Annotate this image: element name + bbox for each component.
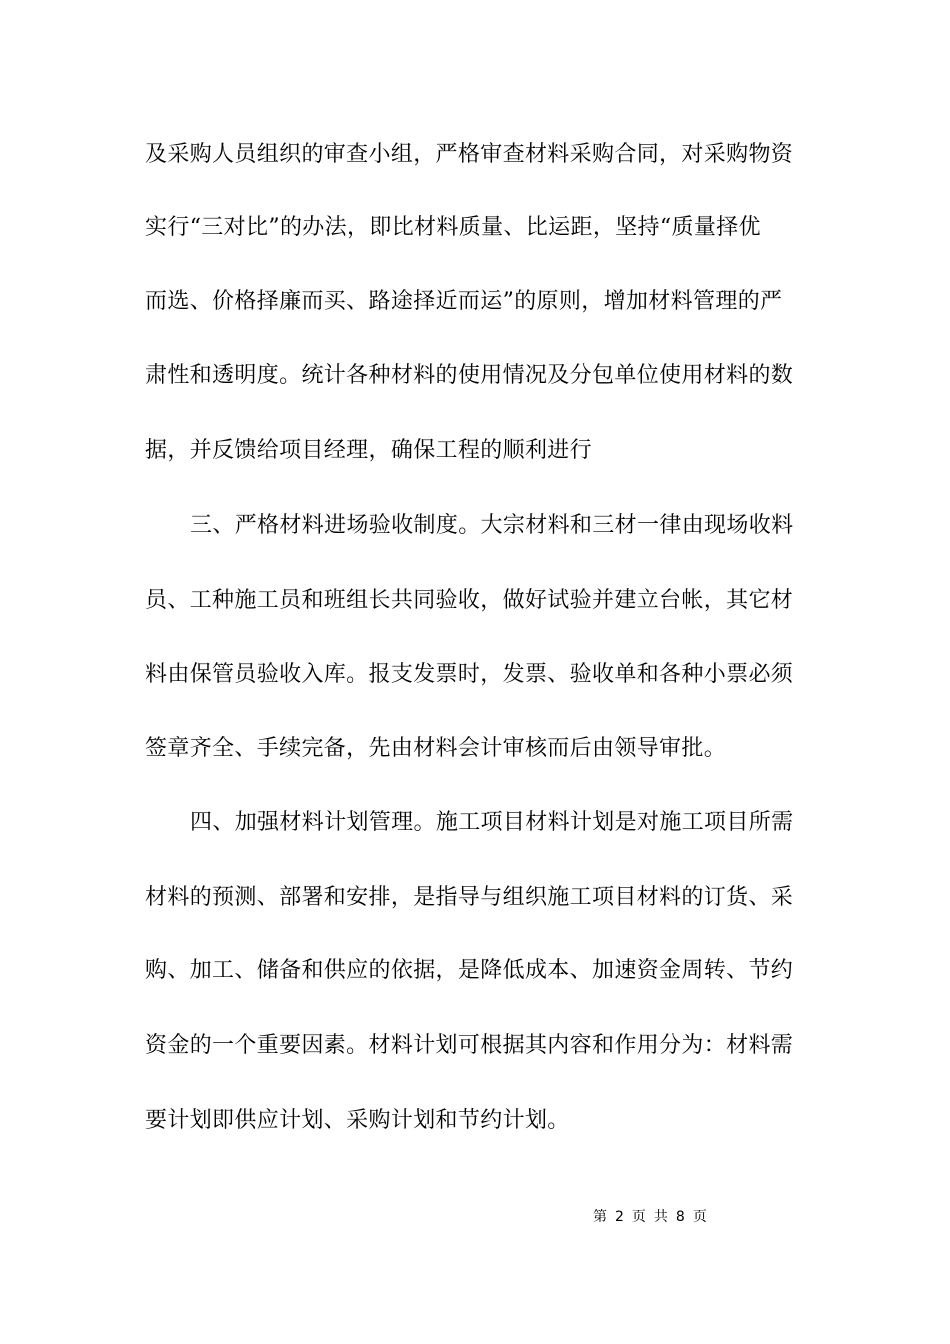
body-line: 购、加工、储备和供应的依据，是降低成本、加速资金周转、节约 <box>145 958 794 983</box>
body-line: 签章齐全、手续完备，先由材料会计审核而后由领导审批。 <box>145 736 727 761</box>
body-line: 员、工种施工员和班组长共同验收，做好试验并建立台帐，其它材 <box>145 588 794 613</box>
footer-label-gong: 共 <box>653 1209 668 1225</box>
current-page-number: 2 <box>615 1209 624 1225</box>
body-line: 要计划即供应计划、采购计划和节约计划。 <box>145 1108 570 1133</box>
footer-label-di: 第 <box>593 1209 607 1225</box>
page-number-indicator <box>593 1206 715 1228</box>
body-line: 肃性和透明度。统计各种材料的使用情况及分包单位使用材料的数 <box>145 363 794 388</box>
body-line: 料由保管员验收入库。报支发票时，发票、验收单和各种小票必须 <box>145 662 794 687</box>
footer-label-ye: 页 <box>631 1209 646 1225</box>
body-line: 材料的预测、部署和安排，是指导与组织施工项目材料的订货、采 <box>145 885 794 910</box>
total-pages-number: 8 <box>675 1209 685 1225</box>
page-footer <box>0 1206 950 1228</box>
body-line: 据，并反馈给项目经理，确保工程的顺利进行 <box>145 438 593 463</box>
footer-label-ye-2: 页 <box>692 1209 707 1225</box>
body-line: 及采购人员组织的审查小组，严格审查材料采购合同，对采购物资 <box>145 142 794 167</box>
body-line: 资金的一个重要因素。材料计划可根据其内容和作用分为：材料需 <box>145 1033 794 1058</box>
paragraph-4-first-line: 四、加强材料计划管理。施工项目材料计划是对施工项目所需 <box>190 810 794 835</box>
paragraph-3-first-line: 三、严格材料进场验收制度。大宗材料和三材一律由现场收料 <box>190 513 794 538</box>
body-line: 而选、价格择廉而买、路途择近而运”的原则，增加材料管理的严 <box>145 289 783 314</box>
body-line: 实行“三对比”的办法，即比材料质量、比运距，坚持“质量择优 <box>145 215 761 240</box>
